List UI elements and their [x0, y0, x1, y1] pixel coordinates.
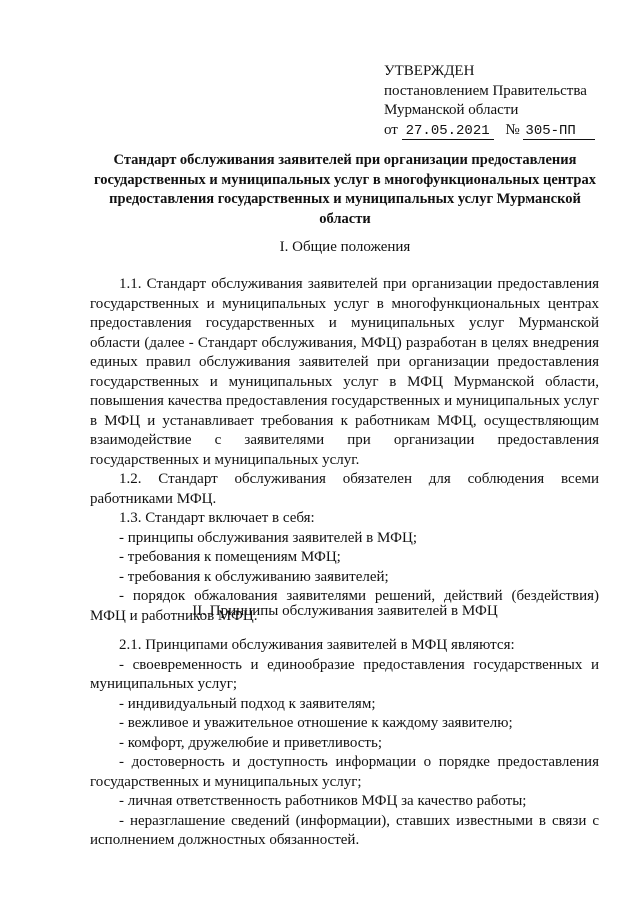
list-item: - комфорт, дружелюбие и приветливость; [119, 734, 382, 751]
list-item: - своевременность и единообразие предоставления государственных и муниципальных услуг; [90, 656, 599, 692]
section-2-heading: II. Принципы обслуживания заявителей в МФЦ [192, 603, 498, 619]
section-2-body [90, 636, 599, 851]
list-item: - требования к обслуживанию заявителей; [119, 568, 389, 585]
approval-date-row [384, 121, 614, 141]
list-item: - индивидуальный подход к заявителям; [119, 695, 376, 712]
section-1-heading: I. Общие положения [279, 239, 411, 255]
list-item: - личная ответственность работников МФЦ за качество работы; [119, 793, 527, 809]
from-prefix: от [384, 121, 398, 138]
number-prefix: № [505, 121, 520, 138]
approval-date: 27.05.2021 [402, 124, 494, 140]
approval-line-2: Мурманской области [384, 102, 519, 118]
paragraph-1-1: 1.1. Стандарт обслуживания заявителей при организации предоставления государственных и муниципальных услуг в многофункциональных центрах предоставления государственных и муниципальных услуг Мурманской области (далее - Стандарт обслуживания, МФЦ) разработан в целях внедрения единых правил обслуживания заявителей при организации предоставления государственных и муниципальных услуг в МФЦ Мурманской области, повышения качества предоставления государственных и муниципальных услуг в МФЦ и устанавливает требования к работникам МФЦ, осуществляющим взаимодействие с заявителями при организации предоставления государственных и муниципальных услуг. [90, 276, 599, 468]
document-title: Стандарт обслуживания заявителей при организации предоставления государственных и муниципальных услуг в многофункциональных центрах предоставления государственных и муниципальных услуг Мурманской области [94, 152, 596, 227]
list-item: - вежливое и уважительное отношение к каждому заявителю; [119, 715, 513, 731]
approval-number: 305-ПП [523, 124, 595, 140]
section-1-body [90, 275, 599, 626]
list-item: - порядок обжалования заявителями решений, действий (бездействия) МФЦ и работников МФЦ. [90, 588, 599, 624]
paragraph-1-2: 1.2. Стандарт обслуживания обязателен для соблюдения всеми работниками МФЦ. [90, 471, 599, 507]
list-item: - достоверность и доступность информации о порядке предоставления государственных и муниципальных услуг; [90, 754, 599, 790]
list-item: - требования к помещениям МФЦ; [119, 549, 341, 565]
list-item: - принципы обслуживания заявителей в МФЦ; [119, 529, 418, 546]
approval-line-1: постановлением Правительства [384, 82, 587, 99]
approval-label: УТВЕРЖДЕН [384, 63, 475, 79]
paragraph-2-1: 2.1. Принципами обслуживания заявителей в МФЦ являются: [119, 637, 515, 653]
approval-block [384, 62, 614, 140]
paragraph-1-3: 1.3. Стандарт включает в себя: [119, 510, 315, 526]
list-item: - неразглашение сведений (информации), ставших известными в связи с исполнением должностных обязанностей. [90, 812, 599, 848]
